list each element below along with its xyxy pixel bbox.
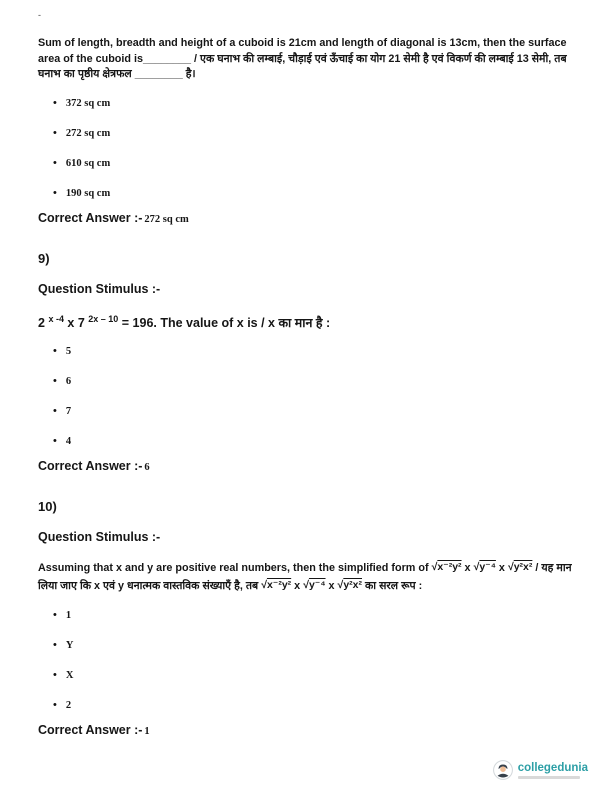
correct-answer-label: Correct Answer :- <box>38 459 143 474</box>
logo-tagline <box>518 776 580 779</box>
radicand: x⁻²y² <box>437 561 462 574</box>
question-9-number: 9) <box>38 250 50 266</box>
option-label: 6 <box>65 376 72 388</box>
page-artifact: - <box>38 10 41 20</box>
radicand: x⁻²y² <box>266 578 292 591</box>
option-item <box>53 157 576 169</box>
option-label: 4 <box>65 436 72 448</box>
question-9-correct-answer <box>38 459 576 475</box>
correct-answer-value: 6 <box>144 462 150 474</box>
expr-base: 2 <box>38 316 49 331</box>
radicand: y⁻⁴ <box>308 578 326 591</box>
bullet-icon: • <box>53 405 57 418</box>
option-item <box>53 97 576 109</box>
bullet-icon: • <box>53 126 57 139</box>
bullet-icon: • <box>53 96 57 109</box>
radical-sign: √ <box>337 578 344 591</box>
question-10-text <box>38 559 576 594</box>
question-text-english: Assuming that x and y are positive real numbers, then the simplified form of <box>38 562 432 575</box>
bullet-icon: • <box>53 638 57 651</box>
times-operator: x <box>291 579 304 592</box>
option-item <box>53 127 576 139</box>
collegedunia-mascot-icon <box>493 760 513 780</box>
option-item <box>53 187 576 199</box>
brand-text-wrap <box>518 762 588 779</box>
expr-exponent: x -4 <box>48 313 64 324</box>
option-item <box>53 405 576 417</box>
times-operator: x <box>495 562 508 575</box>
option-label: 1 <box>65 609 72 621</box>
bullet-icon: • <box>53 608 57 621</box>
question-9-stimulus-label: Question Stimulus :- <box>38 281 161 296</box>
correct-answer-value: 272 sq cm <box>144 213 189 225</box>
option-item <box>53 375 576 387</box>
option-label: 190 sq cm <box>65 187 111 199</box>
bullet-icon: • <box>53 186 57 199</box>
times-operator: x <box>461 562 474 575</box>
option-label: 272 sq cm <box>65 127 111 139</box>
radical-sign: √ <box>473 561 480 574</box>
sqrt-term <box>432 561 462 573</box>
times-operator: x <box>325 579 338 592</box>
option-item <box>53 639 576 651</box>
expr-exponent: 2x – 10 <box>88 313 119 324</box>
sqrt-term <box>508 561 532 573</box>
option-label: Y <box>65 639 74 651</box>
expr-mid: x 7 <box>63 316 89 331</box>
radical-sign: √ <box>431 561 438 574</box>
question-10-correct-answer <box>38 723 576 739</box>
question-8-options <box>53 97 576 199</box>
question-10-number: 10) <box>38 499 57 515</box>
correct-answer-label: Correct Answer :- <box>38 722 143 737</box>
sqrt-term <box>261 579 291 591</box>
radicand: y⁻⁴ <box>479 561 496 574</box>
sqrt-term <box>338 579 362 591</box>
option-label: 5 <box>65 346 72 358</box>
radical-sign: √ <box>507 561 514 574</box>
question-8-text: Sum of length, breadth and height of a cuboid is 21cm and length of diagonal is 13cm, then the surface area of the cuboid is________ / एक घनाभ की लम्बाई, चौड़ाई एवं ऊँचाई का योग 21 सेमी है एवं विकर्ण की लम्बाई 13 सेमी, तब घनाभ का पृष्ठीय क्षेत्रफल ________ है। <box>38 37 567 81</box>
option-item <box>53 345 576 357</box>
expr-tail: = 196. The value of x is / x का मान है : <box>118 316 331 331</box>
correct-answer-value: 1 <box>144 725 150 737</box>
sqrt-term <box>303 579 325 591</box>
option-item <box>53 699 576 711</box>
option-item <box>53 609 576 621</box>
bullet-icon: • <box>53 156 57 169</box>
collegedunia-logo-text: collegedunia <box>517 761 588 774</box>
radical-sign: √ <box>261 578 267 591</box>
option-item <box>53 669 576 681</box>
correct-answer-label: Correct Answer :- <box>38 210 143 225</box>
option-label: X <box>65 669 74 681</box>
bullet-icon: • <box>53 435 57 448</box>
question-10-stimulus-label: Question Stimulus :- <box>38 530 161 545</box>
option-label: 2 <box>65 699 72 711</box>
question-9-expression <box>38 311 576 331</box>
sqrt-term <box>474 561 496 573</box>
question-text-tail: का सरल रूप : <box>362 579 423 592</box>
bullet-icon: • <box>53 345 57 358</box>
collegedunia-logo <box>493 760 588 780</box>
radicand: y²x² <box>513 561 533 574</box>
option-label: 610 sq cm <box>65 157 111 169</box>
option-label: 372 sq cm <box>65 97 111 109</box>
radical-sign: √ <box>303 578 309 591</box>
bullet-icon: • <box>53 668 57 681</box>
option-item <box>53 435 576 447</box>
question-10-options <box>53 609 576 711</box>
option-label: 7 <box>65 406 72 418</box>
bullet-icon: • <box>53 698 57 711</box>
bullet-icon: • <box>53 375 57 388</box>
question-9-options <box>53 345 576 447</box>
question-text-hindi: / यह मान लिया जाए कि x एवं y धनात्मक वास्तविक संख्याएँ है, तब <box>38 562 572 592</box>
question-8-correct-answer <box>38 211 576 227</box>
radicand: y²x² <box>343 578 362 591</box>
